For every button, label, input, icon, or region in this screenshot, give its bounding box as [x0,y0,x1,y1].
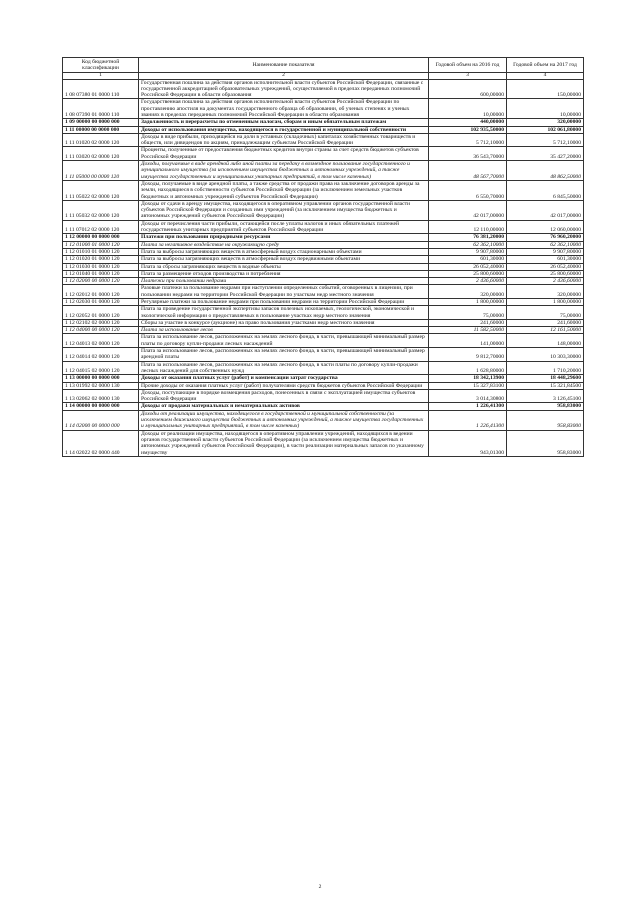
row-code-cell: 1 12 00000 00 0000 000 [63,234,139,241]
column-number: 4 [507,73,584,80]
header-year-2016: Годовой объем на 2016 год [429,58,507,73]
row-name-cell: Плата за негативное воздействие на окружающую среду [139,241,429,248]
page-number: 2 [318,884,322,890]
row-name-cell: Доходы от реализации имущества, находящегося в оперативном управлении учреждений, находящихся в ведении органов государственной власти субъектов Российской Федерации (за исключением имущества бюджетных и автономных учреждений субъектов Российской Федерации), в части реализации материальных запасов по указанному имуществу [139,430,429,456]
row-name-cell: Плата за использование лесов, расположенных на землях лесного фонда, в части, превышающей минимальный размер арендной платы [139,348,429,362]
row-value-2017-cell: 3 126,45100 [507,389,584,403]
row-value-2017-cell: 15 321,84500 [507,382,584,389]
row-value-2017-cell: 958,83000 [507,430,584,456]
row-name-cell: Доходы в виде прибыли, приходящейся на доли в уставных (складочных) капиталах хозяйственных товариществ и обществ, или дивидендов по акциям, принадлежащим субъектам Российской Федерации [139,133,429,147]
table-row [63,256,584,263]
row-code-cell: 1 12 02102 02 0000 120 [63,319,139,326]
row-code-cell: 1 12 01030 01 0000 120 [63,263,139,270]
row-value-2016-cell: 25 800,60000 [429,270,507,277]
row-value-2016-cell: 36 543,70000 [429,147,507,161]
row-code-cell: 1 14 02022 02 0000 440 [63,430,139,456]
row-code-cell: 1 12 01020 01 0000 120 [63,256,139,263]
row-name-cell: Платежи при пользовании недрами [139,278,429,285]
row-name-cell: Плата за выбросы загрязняющих веществ в атмосферный воздух стационарными объектами [139,248,429,255]
row-value-2017-cell: 26 052,40000 [507,263,584,270]
table-row [63,375,584,382]
row-value-2016-cell: 320,00000 [429,285,507,299]
table-row [63,126,584,133]
table-row [63,430,584,456]
table-row [63,133,584,147]
row-code-cell: 1 09 00000 00 0000 000 [63,119,139,126]
row-value-2017-cell: 10 303,30000 [507,348,584,362]
row-code-cell: 1 13 02062 02 0000 130 [63,389,139,403]
table-row [63,220,584,234]
row-code-cell: 1 08 07380 01 0000 110 [63,79,139,99]
row-value-2016-cell: 11 582,50000 [429,327,507,334]
row-code-cell: 1 12 02000 00 0000 120 [63,278,139,285]
row-value-2016-cell: 3 014,30800 [429,389,507,403]
table-row [63,263,584,270]
row-code-cell: 1 11 05032 02 0000 120 [63,200,139,220]
row-value-2016-cell: 943,01300 [429,430,507,456]
row-value-2016-cell: 62 362,10000 [429,241,507,248]
row-value-2017-cell: 1 710,20000 [507,361,584,375]
row-name-cell: Государственная пошлина за действия органов исполнительной власти субъектов Российской Федерации по проставлению апостиля на документах государственного образца об образовании, об ученых степенях и ученых званиях в пределах переданных полномочий Российской Федерации в области образования [139,99,429,119]
row-code-cell: 1 12 04013 02 0000 120 [63,334,139,348]
table-row [63,241,584,248]
row-name-cell: Задолженность и перерасчеты по отмененным налогам, сборам и иным обязательным платежам [139,119,429,126]
row-name-cell: Плата за использование лесов [139,327,429,334]
row-value-2016-cell: 601,30000 [429,256,507,263]
table-body [63,79,584,456]
row-value-2017-cell: 35 427,20000 [507,147,584,161]
row-value-2017-cell: 958,83000 [507,403,584,410]
row-value-2017-cell: 241,60000 [507,319,584,326]
row-value-2017-cell: 42 017,00000 [507,200,584,220]
revenue-table-page [62,57,583,457]
row-value-2016-cell: 241,60000 [429,319,507,326]
row-value-2016-cell: 1 226,41300 [429,403,507,410]
table-row [63,99,584,119]
table-row [63,180,584,200]
header-code: Код бюджетной классификации [63,58,139,73]
table-row [63,382,584,389]
row-value-2016-cell: 18 342,13900 [429,375,507,382]
row-name-cell: Государственная пошлина за действия органов исполнительной власти субъектов Российской Федерации, связанные с государственной аккредитацией образовательных учреждений, осуществляемой в пределах переданных полномочий Российской Федерации в области образования [139,79,429,99]
row-name-cell: Доходы от перечисления части прибыли, остающейся после уплаты налогов и иных обязательных платежей государственных унитарных предприятий субъектов Российской Федерации [139,220,429,234]
row-value-2017-cell: 320,00000 [507,285,584,299]
row-code-cell: 1 11 05022 02 0000 120 [63,180,139,200]
row-value-2017-cell: 12 161,50000 [507,327,584,334]
row-code-cell: 1 14 02000 00 0000 000 [63,410,139,430]
row-value-2017-cell: 75,00000 [507,306,584,320]
row-name-cell: Разовые платежи за пользование недрами при наступлении определенных событий, оговоренных в лицензии, при пользовании недрами на территории Российской Федерации по участкам недр местного значения [139,285,429,299]
row-value-2017-cell: 150,00000 [507,79,584,99]
row-value-2016-cell: 48 567,70000 [429,161,507,181]
row-code-cell: 1 11 07012 02 0000 120 [63,220,139,234]
row-value-2016-cell: 1 800,00000 [429,299,507,306]
row-value-2017-cell: 62 362,10000 [507,241,584,248]
table-row [63,410,584,430]
table-row [63,161,584,181]
row-value-2017-cell: 601,30000 [507,256,584,263]
row-code-cell: 1 12 04015 02 0000 120 [63,361,139,375]
row-value-2016-cell: 141,00000 [429,334,507,348]
row-name-cell: Доходы, поступающие в порядке возмещения расходов, понесенных в связи с эксплуатацией имущества субъектов Российской Федерации [139,389,429,403]
row-value-2016-cell: 42 017,00000 [429,200,507,220]
table-row [63,361,584,375]
row-value-2016-cell: 75,00000 [429,306,507,320]
row-value-2017-cell: 76 960,20000 [507,234,584,241]
row-code-cell: 1 12 04000 00 0000 120 [63,327,139,334]
row-code-cell: 1 12 02012 01 0000 120 [63,285,139,299]
row-code-cell: 1 11 00000 00 0000 000 [63,126,139,133]
row-name-cell: Доходы от продажи материальных и нематериальных активов [139,403,429,410]
table-row [63,327,584,334]
column-number: 2 [139,73,429,80]
row-value-2017-cell: 5 712,10000 [507,133,584,147]
row-value-2016-cell: 12 110,00000 [429,220,507,234]
row-value-2016-cell: 2 436,60000 [429,278,507,285]
row-value-2016-cell: 1 226,41300 [429,410,507,430]
row-name-cell: Плата за выбросы загрязняющих веществ в атмосферный воздух передвижными объектами [139,256,429,263]
table-row [63,403,584,410]
row-name-cell: Регулярные платежи за пользование недрами при пользовании недрами на территории Российской Федерации [139,299,429,306]
row-name-cell: Доходы, получаемые в виде арендной платы, а также средства от продажи права на заключение договоров аренды за земли, находящиеся в собственности субъектов Российской Федерации (за исключением земельных участков бюджетных и автономных учреждений субъектов Российской Федерации) [139,180,429,200]
row-code-cell: 1 11 01020 02 0000 120 [63,133,139,147]
row-code-cell: 1 12 02030 01 0000 120 [63,299,139,306]
row-code-cell: 1 12 02052 01 0000 120 [63,306,139,320]
row-name-cell: Плата за сбросы загрязняющих веществ в водные объекты [139,263,429,270]
row-value-2016-cell: 1 628,80000 [429,361,507,375]
row-name-cell: Плата за использование лесов, расположенных на землях лесного фонда, в части платы по договору купли-продажи лесных насаждений для собственных нужд [139,361,429,375]
row-value-2016-cell: 600,00000 [429,79,507,99]
row-name-cell: Доходы от оказания платных услуг (работ) и компенсации затрат государства [139,375,429,382]
column-number: 3 [429,73,507,80]
table-row [63,285,584,299]
row-value-2017-cell: 958,83000 [507,410,584,430]
row-name-cell: Плата за размещение отходов производства и потребления [139,270,429,277]
row-value-2017-cell: 10,00000 [507,99,584,119]
row-name-cell: Проценты, полученные от предоставления бюджетных кредитов внутри страны за счет средств бюджетов субъектов Российской Федерации [139,147,429,161]
table-row [63,278,584,285]
row-name-cell: Доходы от сдачи в аренду имущества, находящегося в оперативном управлении органов государственной власти субъектов Российской Федерации и созданных ими учреждений (за исключением имущества бюджетных и автономных учреждений субъектов Российской Федерации) [139,200,429,220]
row-value-2016-cell: 9 812,70000 [429,348,507,362]
row-value-2017-cell: 9 907,80000 [507,248,584,255]
row-code-cell: 1 12 01000 01 0000 120 [63,241,139,248]
row-name-cell: Сборы за участие в конкурсе (аукционе) на право пользования участками недр местного значения [139,319,429,326]
table-row [63,79,584,99]
row-code-cell: 1 12 04014 02 0000 120 [63,348,139,362]
row-value-2017-cell: 6 845,50000 [507,180,584,200]
row-name-cell: Прочие доходы от оказания платных услуг (работ) получателями средств бюджетов субъектов Российской Федерации [139,382,429,389]
table-row [63,319,584,326]
row-value-2017-cell: 1 800,00000 [507,299,584,306]
row-value-2017-cell: 25 800,60000 [507,270,584,277]
row-name-cell: Доходы от реализации имущества, находящегося в государственной и муниципальной собственности (за исключением движимого имущества бюджетных и автономных учреждений, а также имущества государственных и муниципальных унитарных предприятий, в том числе казенных) [139,410,429,430]
row-value-2016-cell: 10,00000 [429,99,507,119]
row-name-cell: Платежи при пользовании природными ресурсами [139,234,429,241]
row-code-cell: 1 13 00000 00 0000 000 [63,375,139,382]
row-name-cell: Доходы от использования имущества, находящегося в государственной и муниципальной собственности [139,126,429,133]
table-row [63,348,584,362]
table-row [63,389,584,403]
row-value-2016-cell: 15 327,83100 [429,382,507,389]
table-row [63,200,584,220]
row-code-cell: 1 11 03020 02 0000 120 [63,147,139,161]
row-code-cell: 1 12 01010 01 0000 120 [63,248,139,255]
row-value-2016-cell: 440,00000 [429,119,507,126]
row-value-2016-cell: 9 907,80000 [429,248,507,255]
header-name: Наименование показателя [139,58,429,73]
row-value-2016-cell: 102 935,50000 [429,126,507,133]
row-value-2017-cell: 2 436,60000 [507,278,584,285]
row-code-cell: 1 08 07390 01 0000 110 [63,99,139,119]
table-row [63,270,584,277]
header-year-2017: Годовой объем на 2017 год [507,58,584,73]
revenue-table [62,57,584,457]
row-code-cell: 1 11 05000 00 0000 120 [63,161,139,181]
row-value-2016-cell: 76 381,20000 [429,234,507,241]
table-header-row [63,58,584,73]
row-value-2017-cell: 48 862,50000 [507,161,584,181]
row-code-cell: 1 13 01992 02 0000 130 [63,382,139,389]
row-value-2016-cell: 26 052,40000 [429,263,507,270]
table-row [63,334,584,348]
row-value-2016-cell: 6 550,70000 [429,180,507,200]
row-value-2017-cell: 18 448,29600 [507,375,584,382]
column-number: 1 [63,73,139,80]
table-row [63,299,584,306]
row-code-cell: 1 14 00000 00 0000 000 [63,403,139,410]
row-value-2017-cell: 12 060,00000 [507,220,584,234]
table-row [63,248,584,255]
table-row [63,306,584,320]
table-row [63,234,584,241]
row-value-2016-cell: 5 712,10000 [429,133,507,147]
row-value-2017-cell: 320,00000 [507,119,584,126]
row-name-cell: Доходы, получаемые в виде арендной либо иной платы за передачу в возмездное пользование государственного и муниципального имущества (за исключением имущества бюджетных и автономных учреждений, а также имущества государственных и муниципальных унитарных предприятий, в том числе казенных) [139,161,429,181]
row-name-cell: Плата за использование лесов, расположенных на землях лесного фонда, в части, превышающей минимальный размер платы по договору купли-продажи лесных насаждений [139,334,429,348]
row-name-cell: Плата за проведение государственной экспертизы запасов полезных ископаемых, геологической, экономической и экологической информации о предоставляемых в пользование участках недр местного значения [139,306,429,320]
table-row [63,147,584,161]
row-value-2017-cell: 148,00000 [507,334,584,348]
row-code-cell: 1 12 01040 01 0000 120 [63,270,139,277]
table-row [63,119,584,126]
row-value-2017-cell: 102 061,80000 [507,126,584,133]
